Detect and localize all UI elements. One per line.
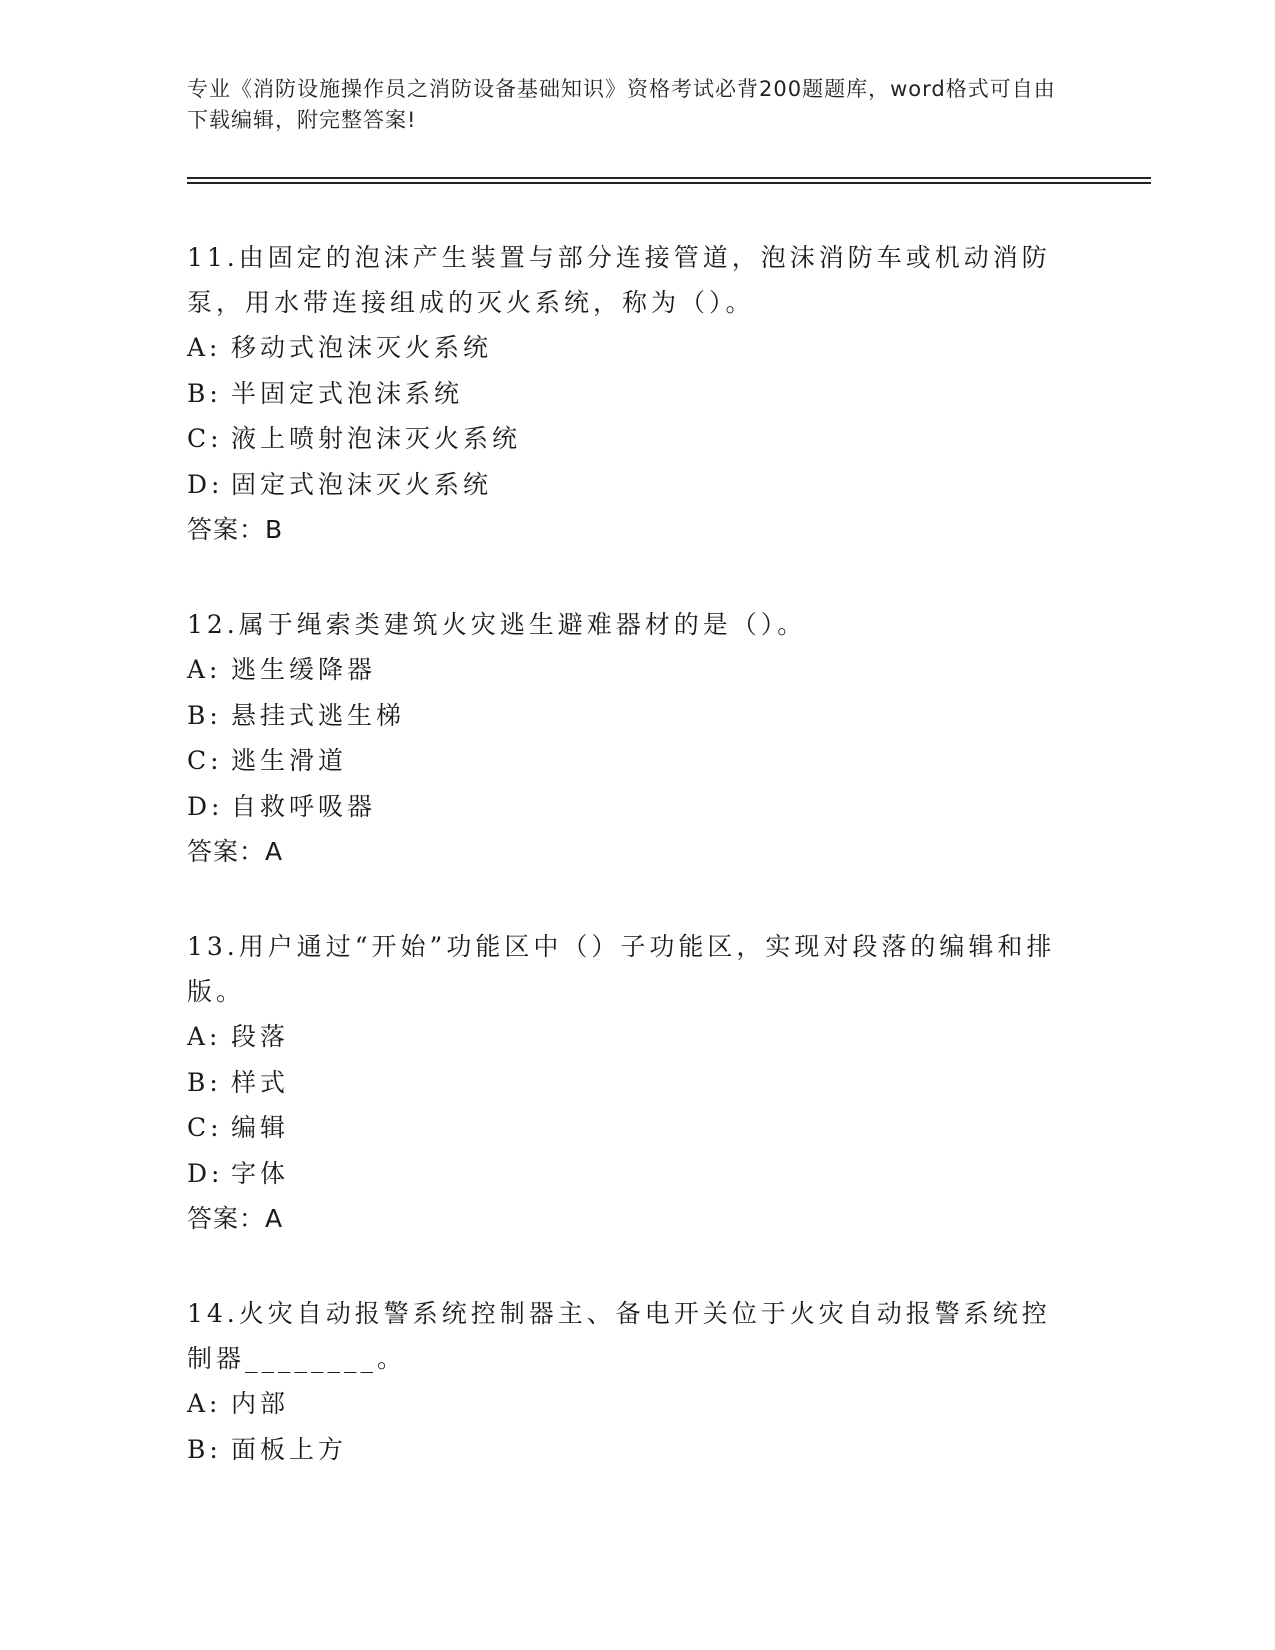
question-text: 14.火灾自动报警系统控制器主、备电开关位于火灾自动报警系统控制器________。 <box>187 1299 1051 1373</box>
option-letter: D: <box>187 469 224 499</box>
option-text: 编辑 <box>231 1113 290 1142</box>
question-text: 11.由固定的泡沫产生装置与部分连接管道，泡沫消防车或机动消防泵，用水带连接组成的灭火系统，称为（）。 <box>187 243 1051 317</box>
option-c <box>187 416 1067 462</box>
header-divider-top <box>187 177 1151 179</box>
option-b <box>187 371 1067 417</box>
option-a <box>187 325 1067 371</box>
option-text: 液上喷射泡沫灭火系统 <box>231 424 522 453</box>
option-text: 内部 <box>231 1389 290 1418</box>
header-divider-bottom <box>187 182 1151 184</box>
option-text: 移动式泡沫灭火系统 <box>231 333 493 362</box>
question-text: 13.用户通过“开始”功能区中（）子功能区，实现对段落的编辑和排版。 <box>187 932 1056 1006</box>
question-14 <box>187 1291 1067 1472</box>
option-a <box>187 1381 1067 1427</box>
header-intro-text: 专业《消防设施操作员之消防设备基础知识》资格考试必背200题题库，word格式可自由下载编辑，附完整答案! <box>187 77 1056 132</box>
option-d <box>187 1151 1067 1197</box>
question-list <box>187 235 1067 1522</box>
option-b <box>187 1060 1067 1106</box>
answer-line <box>187 829 1067 874</box>
answer-line <box>187 507 1067 552</box>
option-text: 半固定式泡沫系统 <box>231 378 464 408</box>
option-letter: D: <box>187 791 224 821</box>
option-text: 逃生滑道 <box>231 746 348 775</box>
option-letter: B: <box>187 378 222 408</box>
option-b <box>187 693 1067 739</box>
option-text: 悬挂式逃生梯 <box>231 700 406 730</box>
option-text: 样式 <box>231 1067 290 1097</box>
option-letter: C: <box>187 424 223 453</box>
option-text: 段落 <box>231 1022 290 1051</box>
option-d <box>187 784 1067 830</box>
option-letter: A: <box>187 655 222 684</box>
answer-label: 答案： <box>187 515 266 544</box>
option-c <box>187 1105 1067 1151</box>
option-text: 面板上方 <box>231 1434 348 1464</box>
option-letter: B: <box>187 1067 222 1097</box>
answer-line <box>187 1196 1067 1241</box>
option-letter: A: <box>187 1389 222 1418</box>
question-11 <box>187 235 1067 552</box>
option-b <box>187 1427 1067 1473</box>
option-letter: A: <box>187 1022 222 1051</box>
option-text: 逃生缓降器 <box>231 655 377 684</box>
option-text: 固定式泡沫灭火系统 <box>231 469 493 499</box>
option-a <box>187 647 1067 693</box>
option-letter: A: <box>187 333 222 362</box>
option-a <box>187 1014 1067 1060</box>
option-text: 字体 <box>231 1158 290 1188</box>
question-13 <box>187 924 1067 1241</box>
option-d <box>187 462 1067 508</box>
option-letter: D: <box>187 1158 224 1188</box>
option-letter: B: <box>187 1434 222 1464</box>
answer-value: B <box>265 515 284 544</box>
option-letter: C: <box>187 746 223 775</box>
answer-label: 答案： <box>187 1204 266 1233</box>
option-text: 自救呼吸器 <box>231 791 377 821</box>
option-letter: B: <box>187 700 222 730</box>
option-letter: C: <box>187 1113 223 1142</box>
question-12 <box>187 602 1067 874</box>
option-c <box>187 738 1067 784</box>
question-text: 12.属于绳索类建筑火灾逃生避难器材的是（）。 <box>187 610 807 639</box>
answer-value: A <box>265 837 284 866</box>
answer-value: A <box>265 1204 284 1233</box>
document-header <box>187 74 1067 136</box>
answer-label: 答案： <box>187 837 266 866</box>
